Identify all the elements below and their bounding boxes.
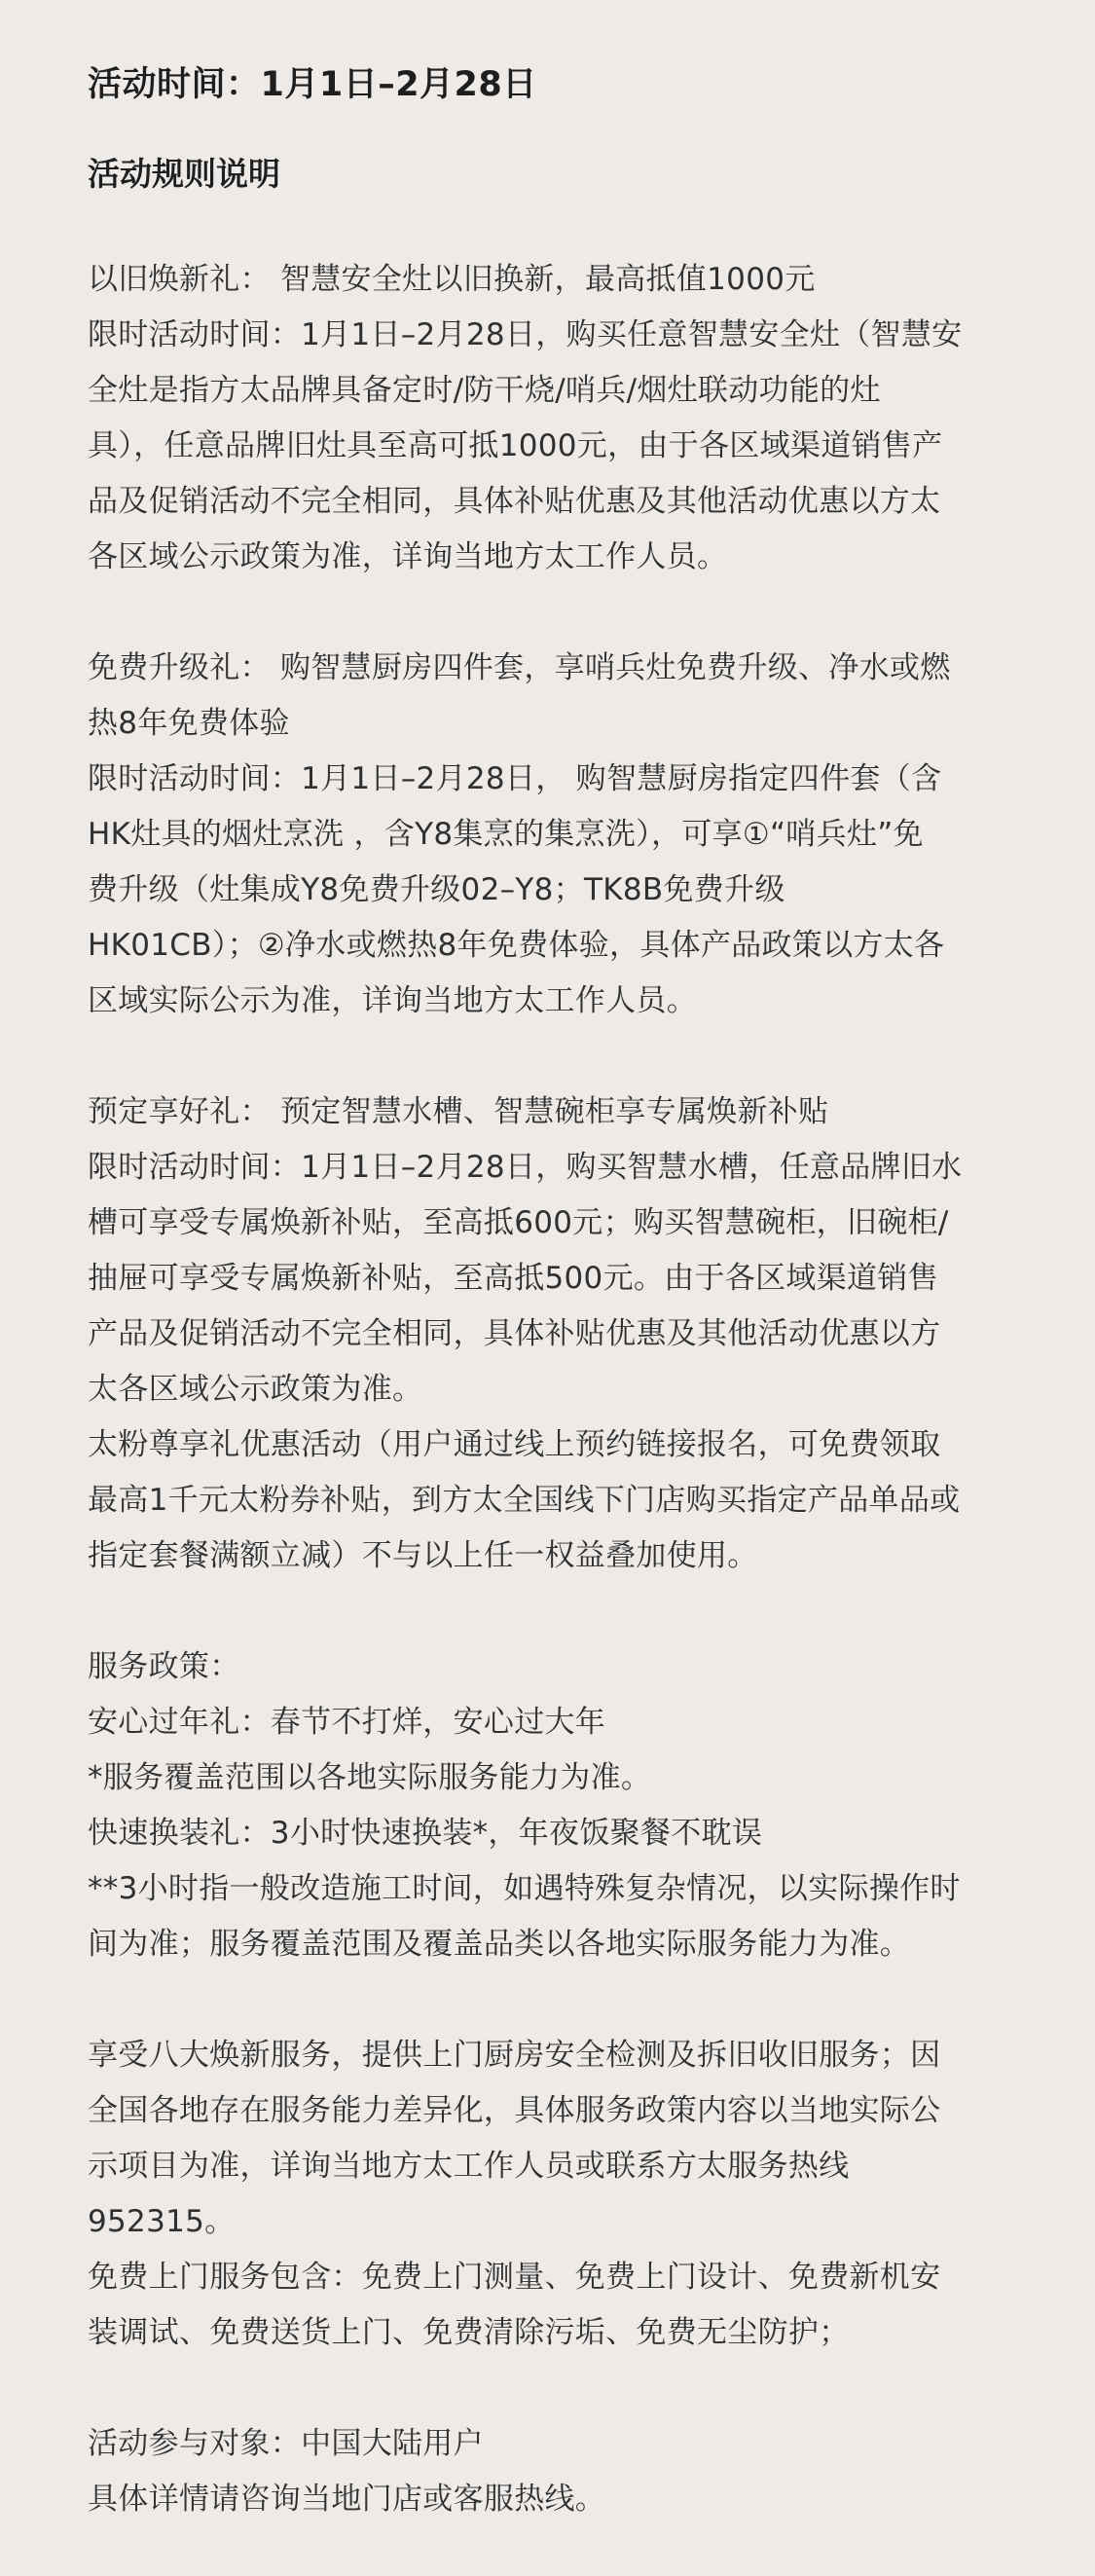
activity-time-heading: 活动时间：1月1日–2月28日 bbox=[88, 65, 537, 104]
text-line: *服务覆盖范围以各地实际服务能力为准。 bbox=[88, 1760, 652, 1795]
text-line: 免费上门服务包含：免费上门测量、免费上门设计、免费新机安 bbox=[88, 2260, 941, 2295]
text-line: 热8年免费体验 bbox=[88, 706, 290, 741]
text-line: 太各区域公示政策为准。 bbox=[88, 1372, 423, 1407]
text-line: 快速换装礼：3小时快速换装*，年夜饭聚餐不耽误 bbox=[88, 1816, 763, 1851]
section-eight-services bbox=[88, 2028, 1007, 2361]
text-line: HK灶具的烟灶烹洗 ，含Y8集烹的集烹洗），可享①“哨兵灶”免 bbox=[88, 817, 924, 852]
text-line: 产品及促销活动不完全相同，具体补贴优惠及其他活动优惠以方 bbox=[88, 1316, 941, 1351]
text-line: 示项目为准，详询当地方太工作人员或联系方太服务热线 bbox=[88, 2149, 850, 2184]
text-line: 各区域公示政策为准，详询当地方太工作人员。 bbox=[88, 539, 728, 574]
text-line: 太粉尊享礼优惠活动（用户通过线上预约链接报名，可免费领取 bbox=[88, 1427, 941, 1462]
text-line: 指定套餐满额立减）不与以上任一权益叠加使用。 bbox=[88, 1538, 758, 1573]
text-line: 槽可享受专属焕新补贴，至高抵600元；购买智慧碗柜，旧碗柜/ bbox=[88, 1205, 949, 1240]
rules-title: 活动规则说明 bbox=[88, 155, 280, 193]
text-line: 服务政策： bbox=[88, 1649, 240, 1684]
section-participants bbox=[88, 2416, 1007, 2527]
text-line: 区域实际公示为准，详询当地方太工作人员。 bbox=[88, 983, 697, 1018]
text-line: 间为准；服务覆盖范围及覆盖品类以各地实际服务能力为准。 bbox=[88, 1927, 911, 1962]
text-line: 以旧焕新礼： 智慧安全灶以旧换新，最高抵值1000元 bbox=[88, 262, 816, 297]
text-line: 装调试、免费送货上门、免费清除污垢、免费无尘防护； bbox=[88, 2315, 850, 2350]
paragraph-gap bbox=[88, 1972, 1007, 2028]
paragraph-gap bbox=[88, 1584, 1007, 1639]
text-line: 全灶是指方太品牌具备定时/防干烧/哨兵/烟灶联动功能的灶 bbox=[88, 373, 881, 408]
text-line: 限时活动时间：1月1日–2月28日， 购智慧厨房指定四件套（含 bbox=[88, 761, 942, 796]
text-line: 免费升级礼： 购智慧厨房四件套，享哨兵灶免费升级、净水或燃 bbox=[88, 650, 951, 685]
paragraph-gap bbox=[88, 585, 1007, 641]
section-service-policy bbox=[88, 1639, 1007, 1972]
text-line: 费升级（灶集成Y8免费升级02–Y8；TK8B免费升级 bbox=[88, 872, 785, 907]
section-trade-in bbox=[88, 252, 1007, 585]
text-line: **3小时指一般改造施工时间，如遇特殊复杂情况，以实际操作时 bbox=[88, 1871, 961, 1906]
text-line: 具），任意品牌旧灶具至高可抵1000元，由于各区域渠道销售产 bbox=[88, 428, 943, 463]
text-line: 全国各地存在服务能力差异化，具体服务政策内容以当地实际公 bbox=[88, 2093, 941, 2128]
text-line: 抽屉可享受专属焕新补贴，至高抵500元。由于各区域渠道销售 bbox=[88, 1261, 938, 1296]
text-line: 享受八大焕新服务，提供上门厨房安全检测及拆旧收旧服务；因 bbox=[88, 2038, 941, 2073]
text-line: 活动参与对象：中国大陆用户 bbox=[88, 2426, 484, 2461]
paragraph-gap bbox=[88, 1029, 1007, 1085]
section-free-upgrade bbox=[88, 641, 1007, 1029]
paragraph-gap bbox=[88, 2361, 1007, 2416]
section-reservation-gift bbox=[88, 1085, 1007, 1584]
rules-body bbox=[88, 252, 1007, 2527]
text-line: 限时活动时间：1月1日–2月28日，购买任意智慧安全灶（智慧安 bbox=[88, 317, 963, 352]
text-line: 具体详情请咨询当地门店或客服热线。 bbox=[88, 2482, 606, 2517]
text-line: HK01CB）；②净水或燃热8年免费体验，具体产品政策以方太各 bbox=[88, 928, 945, 963]
text-line: 预定享好礼： 预定智慧水槽、智慧碗柜享专属焕新补贴 bbox=[88, 1094, 829, 1129]
text-line: 最高1千元太粉券补贴，到方太全国线下门店购买指定产品单品或 bbox=[88, 1483, 961, 1518]
text-line: 限时活动时间：1月1日–2月28日，购买智慧水槽，任意品牌旧水 bbox=[88, 1150, 963, 1185]
text-line: 952315。 bbox=[88, 2204, 236, 2239]
text-line: 安心过年礼：春节不打烊，安心过大年 bbox=[88, 1705, 606, 1740]
text-line: 品及促销活动不完全相同，具体补贴优惠及其他活动优惠以方太 bbox=[88, 484, 941, 519]
